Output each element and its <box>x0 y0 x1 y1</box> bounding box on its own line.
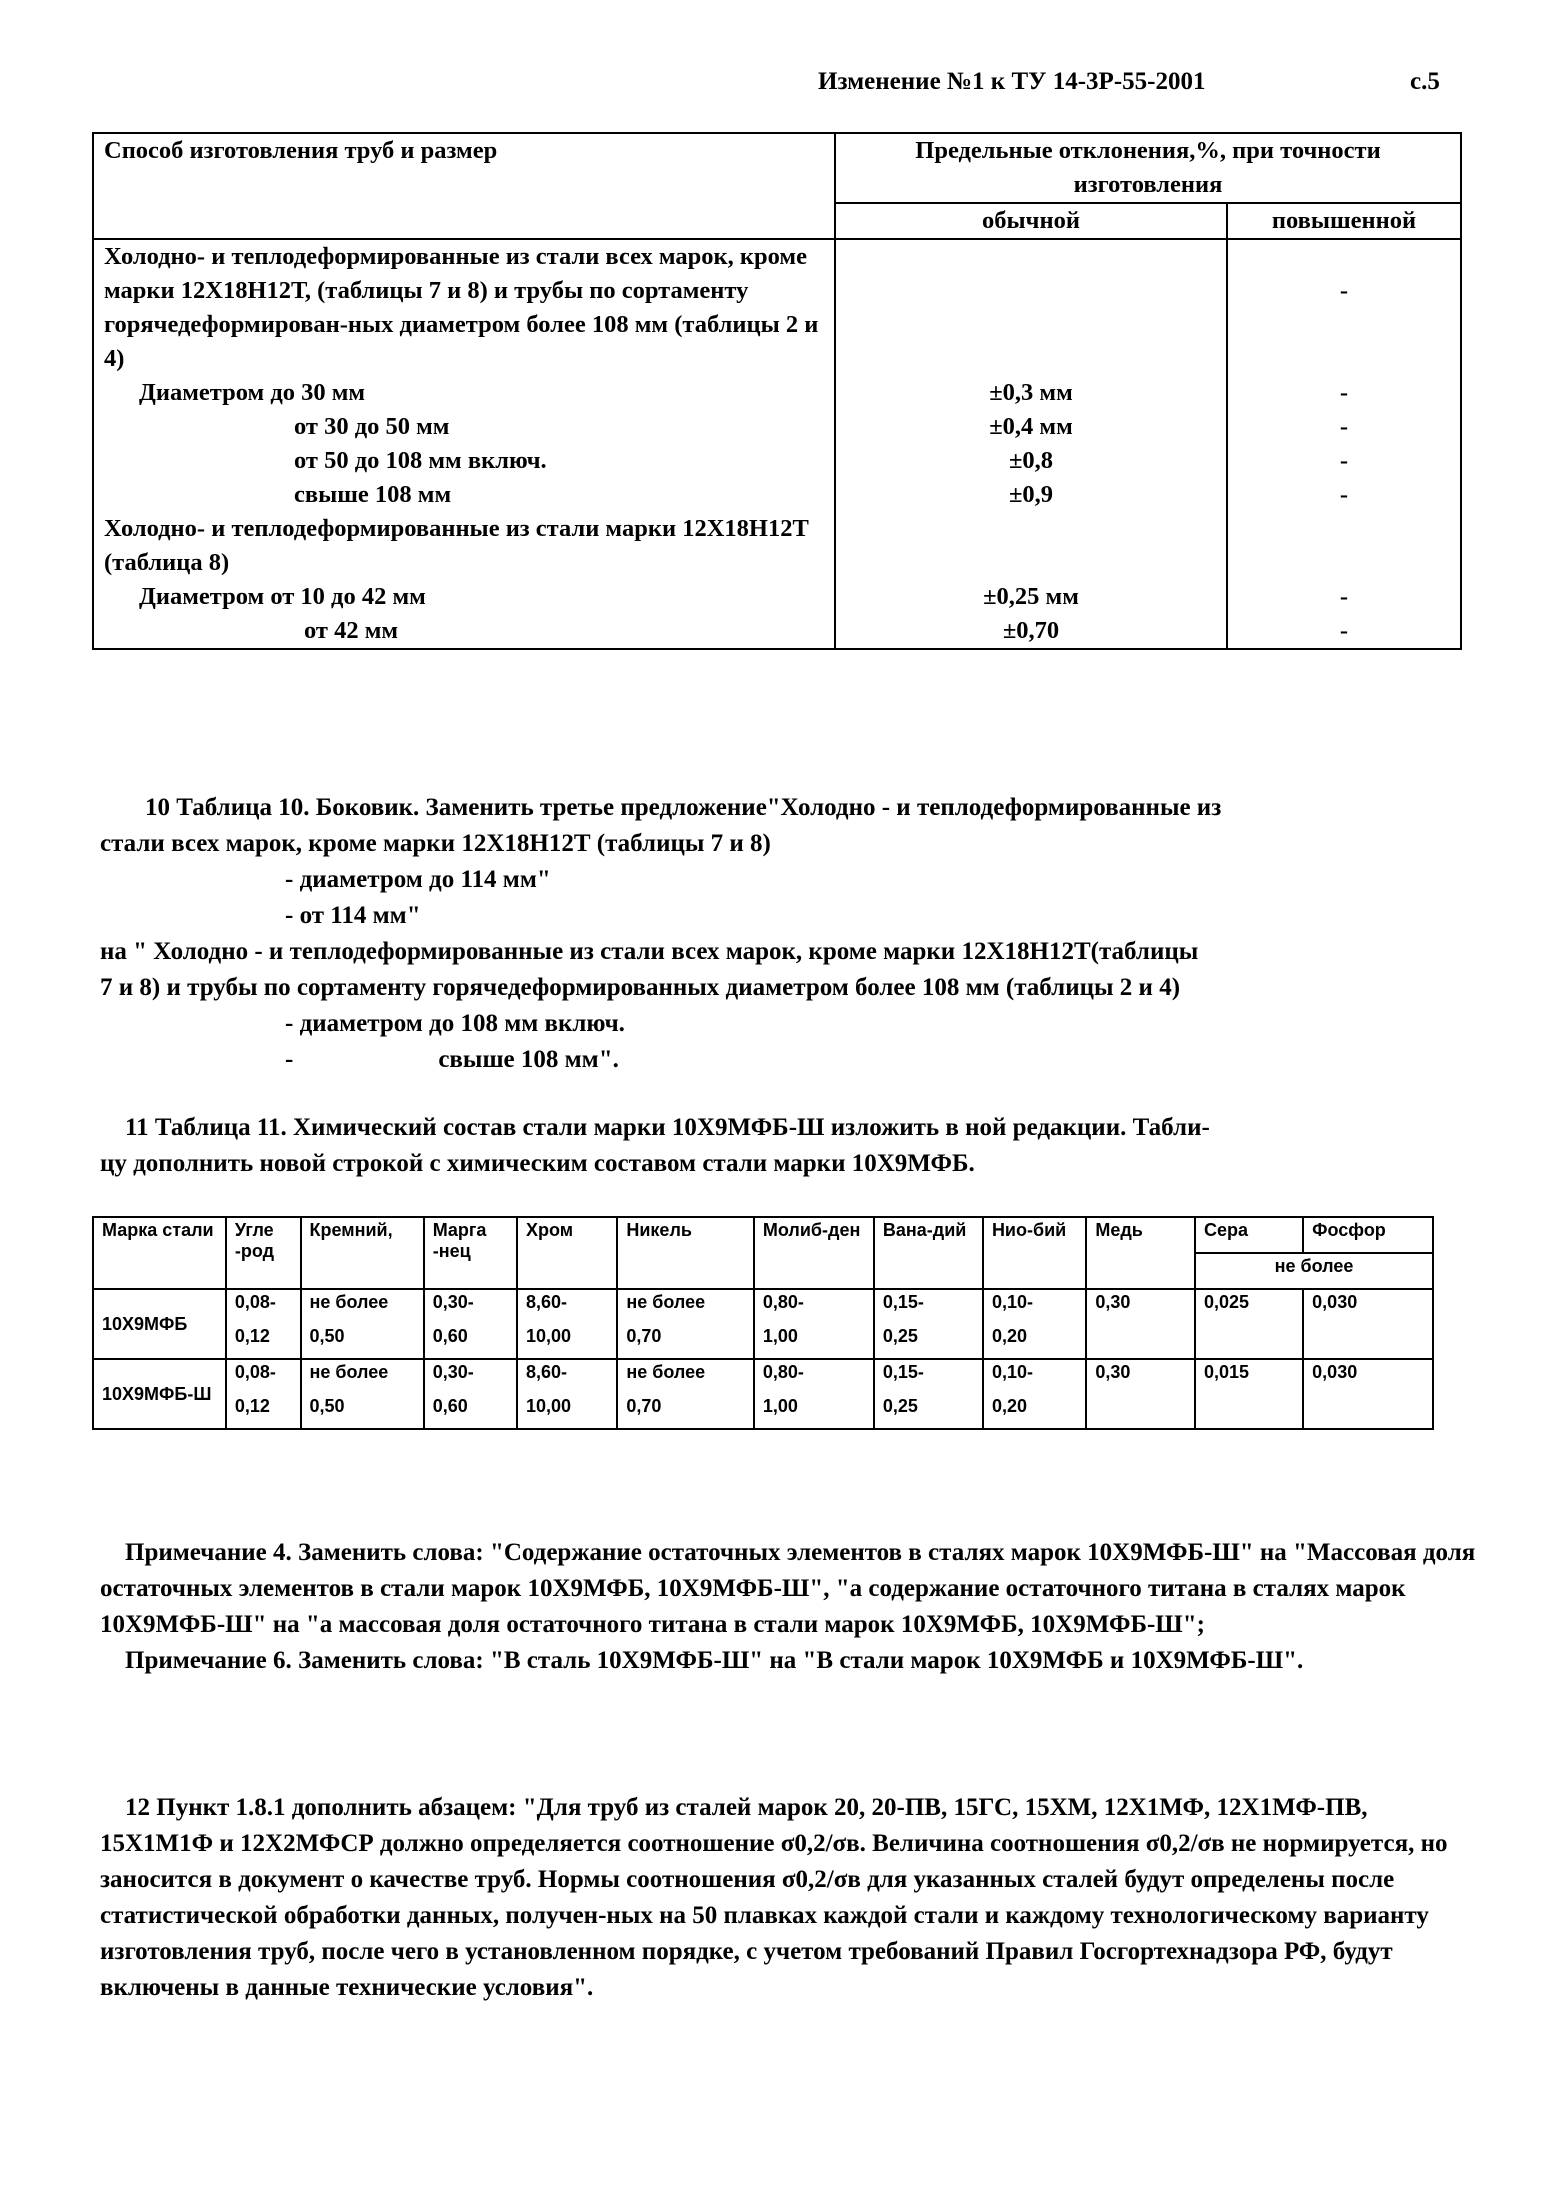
cell-value: 0,15- <box>874 1359 983 1394</box>
page-number: с.5 <box>1410 68 1440 95</box>
col-normal-header: обычной <box>835 203 1227 239</box>
row-method: Диаметром от 10 до 42 мм <box>93 580 835 614</box>
item10-line: - от 114 мм" <box>285 902 421 929</box>
cell-value: 8,60- <box>517 1289 617 1324</box>
note-4: Примечание 4. Заменить слова: "Содержание остаточных элементов в сталях марок 10Х9МФБ-Ш" на "Массовая доля остаточных элементов в стали марок 10Х9МФБ, 10Х9МФБ-Ш", "а содержание остаточного титана в сталях марок 10Х9МФБ-Ш" на "а массовая доля остаточного титана в стали марок 10Х9МФБ, 10Х9МФБ-Ш"; <box>100 1539 1476 1638</box>
row-method: от 30 до 50 мм <box>93 410 835 444</box>
col-phosphorus: Фосфор <box>1303 1217 1433 1253</box>
table-row <box>93 410 1461 444</box>
cell-value: 1,00 <box>754 1324 874 1359</box>
row-high: - <box>1227 478 1461 512</box>
col-carbon: Угле -род <box>226 1217 301 1289</box>
item11-line: цу дополнить новой строкой с химическим составом стали марки 10Х9МФБ. <box>100 1150 975 1177</box>
cell-value: 0,20 <box>983 1324 1086 1359</box>
tolerance-table <box>92 132 1462 650</box>
chemical-composition-table <box>92 1216 1434 1430</box>
cell-value: 10,00 <box>517 1324 617 1359</box>
row-normal: ±0,25 мм <box>835 580 1227 614</box>
cell-value: 0,025 <box>1195 1289 1303 1359</box>
page-header <box>818 68 1440 96</box>
col-deviation-header: Предельные отклонения,%, при точности изготовления <box>835 133 1461 203</box>
table-row <box>93 614 1461 649</box>
item10-line: 10 Таблица 10. Боковик. Заменить третье предложение"Холодно - и теплодеформированные из <box>145 794 1222 821</box>
item11-line: 11 Таблица 11. Химический состав стали марки 10Х9МФБ-Ш изложить в ной редакции. Табли- <box>125 1114 1210 1141</box>
row-method: от 42 мм <box>93 614 835 649</box>
item10-dash: - <box>285 1046 294 1073</box>
table-header-row <box>93 1217 1433 1253</box>
cell-value: 8,60- <box>517 1359 617 1394</box>
cell-value: 0,08- <box>226 1359 301 1394</box>
item12-paragraph: 12 Пункт 1.8.1 дополнить абзацем: "Для труб из сталей марок 20, 20-ПВ, 15ГС, 15ХМ, 12Х1МФ, 12Х1МФ-ПВ, 15Х1М1Ф и 12Х2МФСР должно определяется соотношение σ0,2/σв. Величина соотношения σ0,2/σв не нормируется, но заносится в документ о качестве труб. Нормы соотношения σ0,2/σв для указанных сталей будут определены после статистической обработки данных, получен-ных на 50 плавках каждой стали и каждому технологическому варианту изготовления труб, после чего в установленном порядке, с учетом требований Правил Госгортехнадзора РФ, будут включены в данные технические условия". <box>100 1794 1448 2001</box>
cell-value: не более <box>617 1359 754 1394</box>
table-row <box>93 512 1461 580</box>
cell-value: 0,10- <box>983 1289 1086 1324</box>
cell-value: 0,030 <box>1303 1289 1433 1359</box>
item-12 <box>100 1790 1480 2006</box>
item10-line: свыше 108 мм". <box>438 1046 619 1073</box>
cell-value: 0,12 <box>226 1394 301 1429</box>
cell-value: 0,15- <box>874 1289 983 1324</box>
row-high: - <box>1227 614 1461 649</box>
row-method: Диаметром до 30 мм <box>93 376 835 410</box>
col-copper: Медь <box>1086 1217 1195 1289</box>
row-normal: ±0,8 <box>835 444 1227 478</box>
table-row <box>93 1289 1433 1324</box>
cell-value: 0,030 <box>1303 1359 1433 1429</box>
item10-line: - диаметром до 114 мм" <box>285 866 551 893</box>
col-chrome: Хром <box>517 1217 617 1289</box>
cell-value: 0,10- <box>983 1359 1086 1394</box>
row-high: - <box>1227 410 1461 444</box>
cell-value: 0,80- <box>754 1359 874 1394</box>
cell-value: не более <box>617 1289 754 1324</box>
item10-line: стали всех марок, кроме марки 12Х18Н12Т (таблицы 7 и 8) <box>100 830 771 857</box>
col-sulfur: Сера <box>1195 1217 1303 1253</box>
row-method: Холодно- и теплодеформированные из стали всех марок, кроме марки 12Х18Н12Т, (таблицы 7 и 8) и трубы по сортаменту горячедеформирован-ных диаметром более 108 мм (таблицы 2 и 4) <box>93 239 835 376</box>
row-method: Холодно- и теплодеформированные из стали марки 12Х18Н12Т (таблица 8) <box>93 512 835 580</box>
col-molybdenum: Молиб-ден <box>754 1217 874 1289</box>
notes <box>100 1535 1480 1679</box>
row-normal: ±0,4 мм <box>835 410 1227 444</box>
table-row <box>93 1359 1433 1394</box>
cell-value: 1,00 <box>754 1394 874 1429</box>
item10-line: на " Холодно - и теплодеформированные из стали всех марок, кроме марки 12Х18Н12Т(таблицы <box>100 938 1199 965</box>
cell-value: не более <box>301 1289 424 1324</box>
cell-value: 0,12 <box>226 1324 301 1359</box>
table-row <box>93 478 1461 512</box>
cell-grade: 10Х9МФБ-Ш <box>93 1359 226 1429</box>
item10-line: 7 и 8) и трубы по сортаменту горячедеформированных диаметром более 108 мм (таблицы 2 и 4) <box>100 974 1181 1001</box>
row-high: - <box>1227 580 1461 614</box>
cell-value: не более <box>301 1359 424 1394</box>
cell-value: 0,30- <box>424 1289 517 1324</box>
cell-value: 0,80- <box>754 1289 874 1324</box>
row-normal: ±0,9 <box>835 478 1227 512</box>
cell-value: 0,30- <box>424 1359 517 1394</box>
col-manganese: Марга -нец <box>424 1217 517 1289</box>
row-normal: ±0,70 <box>835 614 1227 649</box>
cell-grade: 10Х9МФБ <box>93 1289 226 1359</box>
row-high: - <box>1227 444 1461 478</box>
row-high: - <box>1227 376 1461 410</box>
cell-value: 0,015 <box>1195 1359 1303 1429</box>
col-method-header: Способ изготовления труб и размер <box>93 133 835 239</box>
cell-value: 0,50 <box>301 1394 424 1429</box>
cell-value: 0,50 <box>301 1324 424 1359</box>
document-title: Изменение №1 к ТУ 14-3Р-55-2001 <box>818 68 1206 95</box>
row-normal: ±0,3 мм <box>835 376 1227 410</box>
cell-value: 0,08- <box>226 1289 301 1324</box>
cell-value: 0,60 <box>424 1394 517 1429</box>
table-row <box>93 444 1461 478</box>
item-10 <box>100 790 1480 1078</box>
table-row <box>93 239 1461 376</box>
cell-value: 0,20 <box>983 1394 1086 1429</box>
cell-value: 0,30 <box>1086 1289 1195 1359</box>
item10-line: - диаметром до 108 мм включ. <box>285 1010 625 1037</box>
row-normal <box>835 512 1227 580</box>
cell-value: 0,25 <box>874 1394 983 1429</box>
col-high-header: повышенной <box>1227 203 1461 239</box>
col-max-label: не более <box>1195 1253 1433 1289</box>
note-6: Примечание 6. Заменить слова: "В сталь 10Х9МФБ-Ш" на "В стали марок 10Х9МФБ и 10Х9МФБ-Ш". <box>125 1647 1304 1674</box>
col-nickel: Никель <box>617 1217 754 1289</box>
cell-value: 0,70 <box>617 1394 754 1429</box>
cell-value: 0,70 <box>617 1324 754 1359</box>
row-method: от 50 до 108 мм включ. <box>93 444 835 478</box>
cell-value: 0,30 <box>1086 1359 1195 1429</box>
row-normal <box>835 239 1227 376</box>
row-high: - <box>1227 239 1461 376</box>
table-row <box>93 376 1461 410</box>
cell-value: 0,60 <box>424 1324 517 1359</box>
cell-value: 0,25 <box>874 1324 983 1359</box>
row-high <box>1227 512 1461 580</box>
cell-value: 10,00 <box>517 1394 617 1429</box>
col-grade: Марка стали <box>93 1217 226 1289</box>
table-row <box>93 580 1461 614</box>
row-method: свыше 108 мм <box>93 478 835 512</box>
col-vanadium: Вана-дий <box>874 1217 983 1289</box>
col-silicon: Кремний, <box>301 1217 424 1289</box>
col-niobium: Нио-бий <box>983 1217 1086 1289</box>
item-11 <box>100 1110 1480 1182</box>
